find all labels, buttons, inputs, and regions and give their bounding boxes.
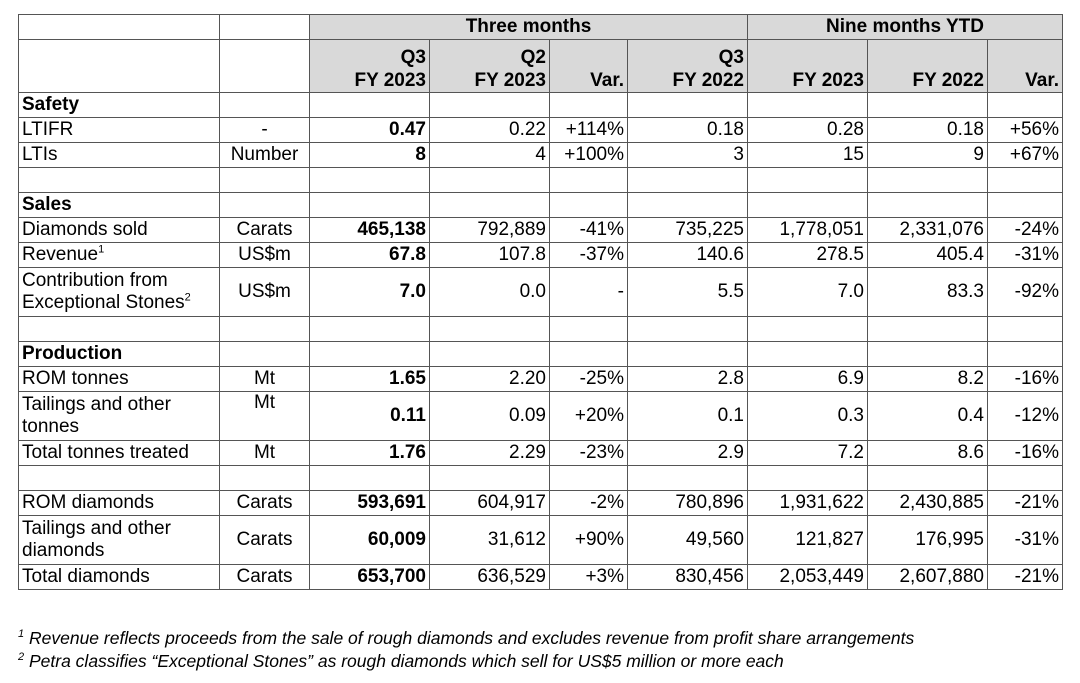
- metric-label: Total diamonds: [19, 565, 220, 590]
- q3-fy2022: 780,896: [628, 491, 748, 516]
- q3-fy2022: 0.1: [628, 392, 748, 441]
- unit: -: [220, 118, 310, 143]
- unit: US$m: [220, 243, 310, 268]
- table-row: [19, 143, 1063, 168]
- var-ytd: -16%: [988, 441, 1063, 466]
- metric-label: ROM tonnes: [19, 367, 220, 392]
- fy2023: 7.2: [748, 441, 868, 466]
- spacer-row: [19, 466, 1063, 491]
- fy2022: 176,995: [868, 516, 988, 565]
- q3-fy2022: 3: [628, 143, 748, 168]
- var-ytd: +67%: [988, 143, 1063, 168]
- fy2023: 1,778,051: [748, 218, 868, 243]
- col-fy2022: FY 2022: [868, 40, 988, 93]
- fy2023: 0.28: [748, 118, 868, 143]
- q3-fy2023: 7.0: [310, 268, 430, 317]
- unit: Number: [220, 143, 310, 168]
- col-q2-fy2023: Q2 FY 2023: [430, 40, 550, 93]
- var-quarter: +100%: [550, 143, 628, 168]
- fy2023: 1,931,622: [748, 491, 868, 516]
- table-row: [19, 367, 1063, 392]
- col-var-quarter: Var.: [550, 40, 628, 93]
- q2-fy2023: 636,529: [430, 565, 550, 590]
- fy2022: 83.3: [868, 268, 988, 317]
- q2-fy2023: 107.8: [430, 243, 550, 268]
- q3-fy2023: 465,138: [310, 218, 430, 243]
- var-quarter: -25%: [550, 367, 628, 392]
- section-title: Production: [19, 342, 220, 367]
- col-fy2023: FY 2023: [748, 40, 868, 93]
- metric-label: Contribution from Exceptional Stones$^2$: [19, 268, 220, 317]
- header-columns-row: [19, 40, 1063, 93]
- table-row: [19, 243, 1063, 268]
- q3-fy2023: 593,691: [310, 491, 430, 516]
- header-group-row: [19, 15, 1063, 40]
- metric-label: LTIs: [19, 143, 220, 168]
- fy2023: 15: [748, 143, 868, 168]
- table-row: [19, 392, 1063, 441]
- fy2023: 0.3: [748, 392, 868, 441]
- metric-label: Tailings and other diamonds: [19, 516, 220, 565]
- table-row: [19, 218, 1063, 243]
- metric-label: Diamonds sold: [19, 218, 220, 243]
- metric-label: Revenue$^1$: [19, 243, 220, 268]
- q3-fy2022: 735,225: [628, 218, 748, 243]
- q3-fy2022: 49,560: [628, 516, 748, 565]
- unit: Mt: [220, 441, 310, 466]
- col-q3-fy2023: Q3 FY 2023: [310, 40, 430, 93]
- q3-fy2023: 653,700: [310, 565, 430, 590]
- q3-fy2022: 140.6: [628, 243, 748, 268]
- metric-label: Total tonnes treated: [19, 441, 220, 466]
- footnote-marker: 2: [184, 291, 191, 304]
- var-ytd: -21%: [988, 491, 1063, 516]
- var-quarter: +3%: [550, 565, 628, 590]
- section-row-safety: [19, 93, 1063, 118]
- var-ytd: -16%: [988, 367, 1063, 392]
- fy2022: 405.4: [868, 243, 988, 268]
- var-quarter: +20%: [550, 392, 628, 441]
- q2-fy2023: 604,917: [430, 491, 550, 516]
- unit: Carats: [220, 516, 310, 565]
- fy2023: 7.0: [748, 268, 868, 317]
- col-q3-fy2022: Q3 FY 2022: [628, 40, 748, 93]
- q3-fy2022: 830,456: [628, 565, 748, 590]
- fy2022: 0.4: [868, 392, 988, 441]
- metric-label: Tailings and other tonnes: [19, 392, 220, 441]
- section-title: Sales: [19, 193, 220, 218]
- section-title: Safety: [19, 93, 220, 118]
- q2-fy2023: 0.09: [430, 392, 550, 441]
- three-months-header: Three months: [310, 15, 748, 40]
- var-quarter: -41%: [550, 218, 628, 243]
- section-row-production: [19, 342, 1063, 367]
- unit: Carats: [220, 491, 310, 516]
- fy2023: 121,827: [748, 516, 868, 565]
- q3-fy2023: 8: [310, 143, 430, 168]
- fy2022: 0.18: [868, 118, 988, 143]
- var-quarter: -2%: [550, 491, 628, 516]
- q3-fy2022: 5.5: [628, 268, 748, 317]
- unit: Carats: [220, 565, 310, 590]
- unit: US$m: [220, 268, 310, 317]
- q3-fy2022: 0.18: [628, 118, 748, 143]
- q2-fy2023: 0.22: [430, 118, 550, 143]
- metric-label: ROM diamonds: [19, 491, 220, 516]
- fy2022: 8.6: [868, 441, 988, 466]
- q2-fy2023: 31,612: [430, 516, 550, 565]
- q2-fy2023: 792,889: [430, 218, 550, 243]
- var-quarter: +114%: [550, 118, 628, 143]
- unit: Mt: [220, 367, 310, 392]
- metric-label: LTIFR: [19, 118, 220, 143]
- q3-fy2023: 60,009: [310, 516, 430, 565]
- spacer-row: [19, 168, 1063, 193]
- fy2022: 2,430,885: [868, 491, 988, 516]
- var-ytd: -21%: [988, 565, 1063, 590]
- fy2022: 8.2: [868, 367, 988, 392]
- q3-fy2022: 2.8: [628, 367, 748, 392]
- var-quarter: -: [550, 268, 628, 317]
- col-var-ytd: Var.: [988, 40, 1063, 93]
- var-ytd: -92%: [988, 268, 1063, 317]
- unit: Carats: [220, 218, 310, 243]
- table-row: [19, 268, 1063, 317]
- var-ytd: -31%: [988, 243, 1063, 268]
- section-row-sales: [19, 193, 1063, 218]
- fy2023: 6.9: [748, 367, 868, 392]
- fy2022: 2,331,076: [868, 218, 988, 243]
- table-row: [19, 565, 1063, 590]
- footnote-marker: 1: [98, 243, 105, 256]
- table-row: [19, 491, 1063, 516]
- var-ytd: -24%: [988, 218, 1063, 243]
- fy2022: 2,607,880: [868, 565, 988, 590]
- q2-fy2023: 4: [430, 143, 550, 168]
- var-quarter: -37%: [550, 243, 628, 268]
- fy2023: 2,053,449: [748, 565, 868, 590]
- spacer-row: [19, 317, 1063, 342]
- nine-months-header: Nine months YTD: [748, 15, 1063, 40]
- q2-fy2023: 2.29: [430, 441, 550, 466]
- q3-fy2023: 0.47: [310, 118, 430, 143]
- table-row: [19, 441, 1063, 466]
- footnote-1: $^1$ Revenue reflects proceeds from the sale of rough diamonds and excludes revenue from profit share arrangements: [18, 628, 915, 648]
- footnote-2: $^2$ Petra classifies “Exceptional Stones” as rough diamonds which sell for US$5 million or more each: [18, 651, 784, 671]
- var-ytd: -31%: [988, 516, 1063, 565]
- var-quarter: -23%: [550, 441, 628, 466]
- q3-fy2023: 67.8: [310, 243, 430, 268]
- operations-table: [18, 14, 1063, 590]
- q3-fy2023: 1.76: [310, 441, 430, 466]
- q3-fy2023: 1.65: [310, 367, 430, 392]
- fy2022: 9: [868, 143, 988, 168]
- table-row: [19, 516, 1063, 565]
- q2-fy2023: 0.0: [430, 268, 550, 317]
- table-row: [19, 118, 1063, 143]
- unit: Mt: [220, 392, 310, 441]
- var-quarter: +90%: [550, 516, 628, 565]
- fy2023: 278.5: [748, 243, 868, 268]
- q3-fy2023: 0.11: [310, 392, 430, 441]
- q3-fy2022: 2.9: [628, 441, 748, 466]
- var-ytd: -12%: [988, 392, 1063, 441]
- var-ytd: +56%: [988, 118, 1063, 143]
- q2-fy2023: 2.20: [430, 367, 550, 392]
